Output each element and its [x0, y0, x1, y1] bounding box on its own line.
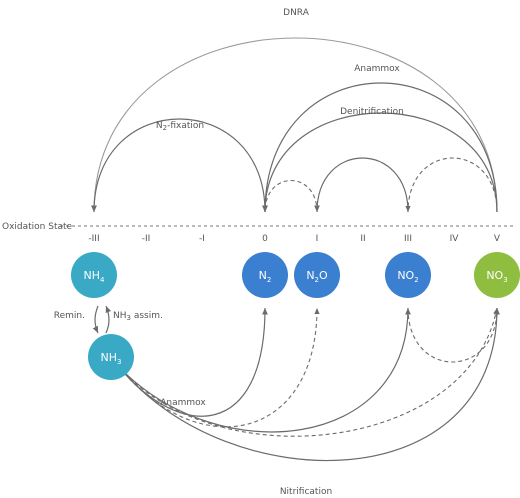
- svg-text:NO3: $NO_3$: [486, 269, 508, 284]
- tick-zero: 0: [262, 234, 268, 244]
- dnra-label: DNRA: [283, 8, 309, 18]
- dashed-v-to-iii: [408, 158, 497, 212]
- svg-text:NH4: $NH_4$: [83, 269, 105, 284]
- svg-text:NH3: $NH_3$: [100, 351, 122, 366]
- tick-iii: III: [404, 234, 412, 244]
- remin-arrow: [95, 306, 98, 333]
- tick-minus-iii: -III: [88, 234, 100, 244]
- svg-text:N2O: $N_2O$: [306, 269, 328, 284]
- anammox-bottom-label: Anammox: [160, 398, 206, 408]
- tick-i: I: [315, 234, 319, 244]
- anammox-top-arc: [265, 83, 497, 212]
- axis-ticks: [88, 234, 501, 244]
- tick-v: V: [493, 234, 501, 244]
- nh3-assim-label: $NH_3$ assim.: [113, 311, 163, 322]
- node-no2: [385, 252, 431, 298]
- dashed-no2-to-no3: [408, 308, 497, 362]
- node-nh4: [71, 252, 117, 298]
- nitrification-label: Nitrification: [279, 487, 333, 497]
- dnra-arc: [94, 38, 497, 212]
- oxidation-axis-title: Oxidation State: [2, 222, 73, 232]
- n2-fixation-label: $N_2$-fixation: [155, 121, 205, 132]
- tick-iv: IV: [449, 234, 459, 244]
- node-n2o: [294, 252, 340, 298]
- tick-ii: II: [360, 234, 366, 244]
- tick-minus-i: -I: [199, 234, 205, 244]
- dashed-iii-to-i: [317, 158, 408, 212]
- svg-text:NO2: $NO_2$: [397, 269, 419, 284]
- dashed-i-to-0: [265, 181, 317, 213]
- tick-minus-ii: -II: [141, 234, 151, 244]
- nitrification-arc: [120, 308, 497, 461]
- node-no3: [474, 252, 520, 298]
- node-n2: [242, 252, 288, 298]
- anammox-top-label: Anammox: [354, 64, 400, 74]
- svg-text:N2: $N_2$: [258, 269, 272, 284]
- denitrification-label: Denitrification: [340, 107, 404, 117]
- node-nh3: [88, 334, 134, 380]
- nh3-assim-arrow: [106, 306, 109, 333]
- dashed-nh3-to-n2o: [120, 308, 317, 427]
- n2-fixation-arc: [94, 119, 265, 212]
- remin-label: Remin.: [53, 311, 85, 321]
